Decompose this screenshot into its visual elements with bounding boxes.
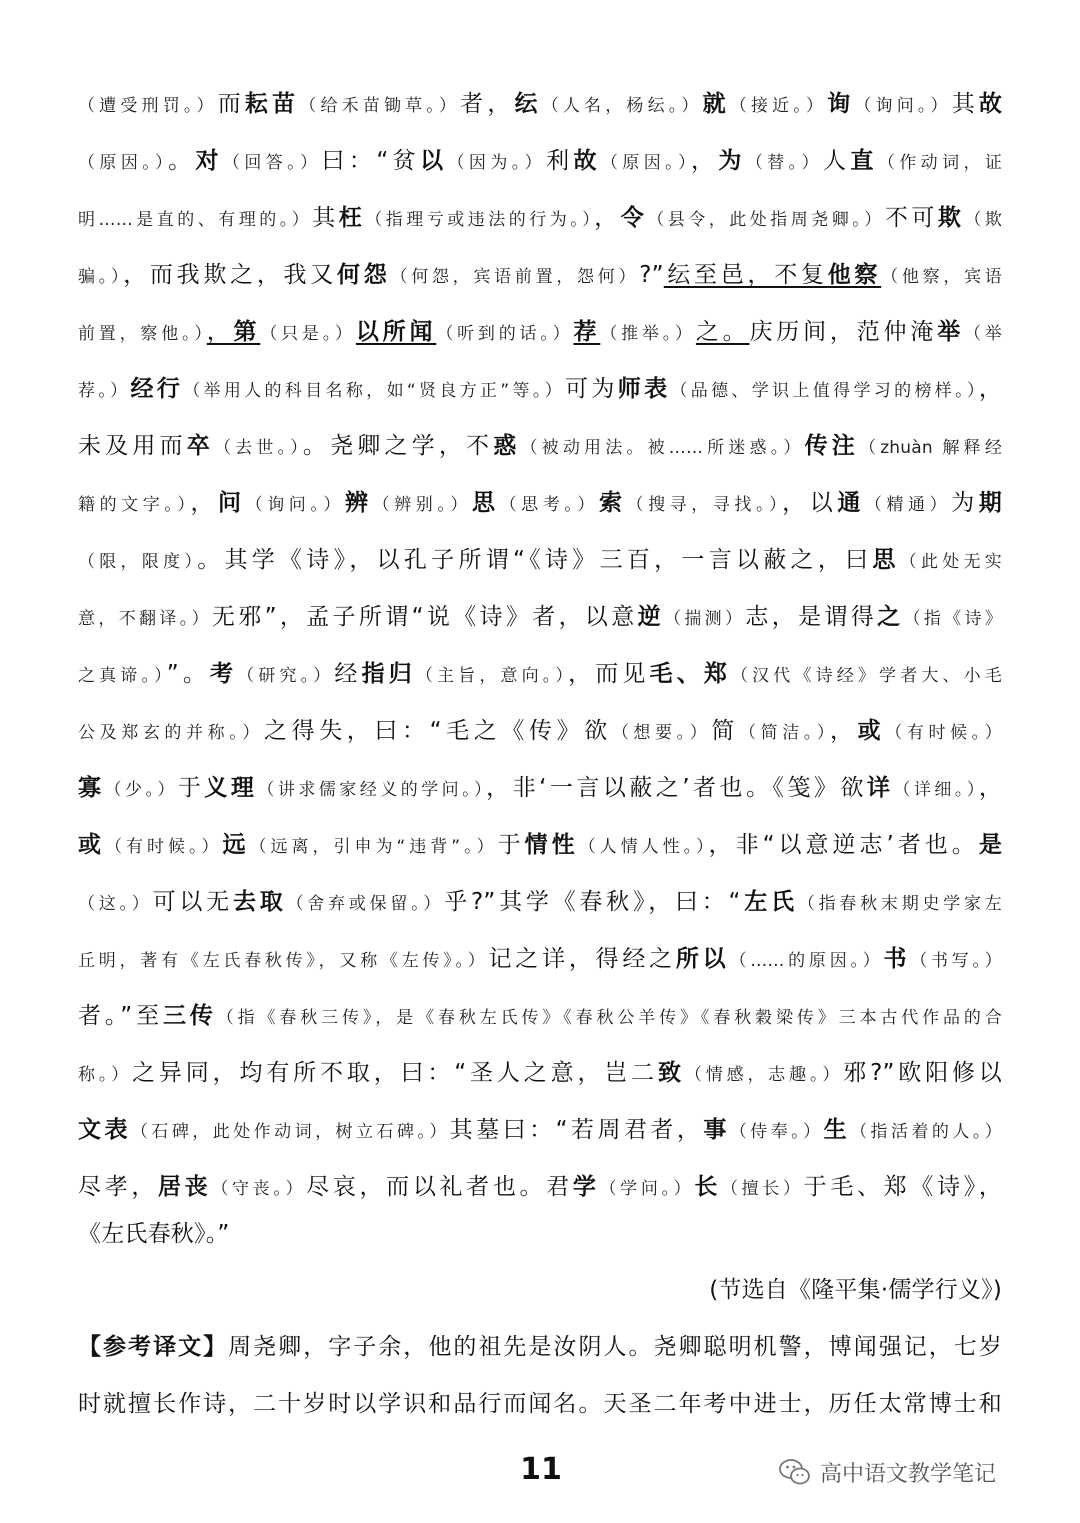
annotation: （有时候。） — [105, 837, 223, 857]
key-term: 辨 — [345, 490, 373, 516]
annotation: （这。） — [78, 894, 153, 914]
text-segment: 于毛、郑《诗》， — [803, 1174, 1002, 1200]
key-term: 致 — [658, 1060, 685, 1086]
text-segment: 之得失，曰：“毛之《传》欲 — [263, 718, 612, 744]
key-term: 【参考译文】 — [78, 1334, 229, 1360]
key-term: 期 — [978, 490, 1002, 516]
key-term: 第 — [233, 319, 261, 345]
key-term: 寡 — [78, 775, 105, 801]
text-segment: 简 — [711, 718, 739, 744]
key-term: 他察 — [827, 262, 882, 288]
annotation: （守丧。） — [211, 1179, 307, 1199]
text-segment: 于 — [177, 775, 205, 801]
text-segment: 可为 — [565, 376, 618, 402]
key-term: 令 — [620, 205, 648, 231]
annotation: （侍奉。） — [729, 1122, 824, 1142]
key-term: 生 — [823, 1117, 851, 1143]
text-line — [78, 190, 1002, 246]
text-segment: ， — [691, 148, 719, 174]
key-term: 故 — [978, 91, 1002, 117]
annotation: （给禾苗锄草。） — [299, 96, 461, 116]
annotation: （少。） — [104, 780, 178, 800]
key-term: 左氏 — [740, 889, 798, 915]
text-line — [78, 532, 1002, 588]
annotation: （听到的话。） — [436, 324, 574, 344]
text-segment: 尽孝， — [78, 1174, 158, 1200]
annotation: （因为。） — [447, 153, 547, 173]
watermark-text: 高中语文教学笔记 — [820, 1461, 997, 1487]
key-term: 事 — [703, 1117, 730, 1143]
text-segment: 而 — [217, 91, 245, 117]
annotation: （只是。） — [260, 324, 356, 344]
annotation: （主旨，意向。） — [415, 666, 569, 686]
annotation: 籍的文字。） — [78, 495, 191, 515]
annotation: （举 — [964, 324, 1002, 344]
text-line — [78, 646, 1002, 702]
key-term: 思 — [471, 490, 500, 516]
key-term: 毛、郑 — [649, 661, 731, 687]
key-term: 经行 — [130, 376, 184, 402]
text-segment: ， — [978, 775, 1002, 801]
text-line — [78, 1045, 1002, 1101]
annotation: 意，不翻译。） — [78, 609, 212, 629]
text-segment: 其 — [312, 205, 339, 231]
text-segment: 庆历间，范仲淹 — [749, 319, 938, 345]
text-segment: 利 — [546, 148, 574, 174]
text-segment: ， — [830, 718, 858, 744]
key-term: 思 — [872, 547, 900, 573]
text-segment: 。尧卿之学，不 — [302, 433, 494, 459]
key-term: 去取 — [232, 889, 287, 915]
annotation: 明……是直的、有理的。） — [78, 210, 313, 230]
text-segment: 者。”至 — [78, 1003, 163, 1029]
watermark — [778, 1454, 1058, 1490]
annotation: （石碑，此处作动词，树立石碑。） — [130, 1122, 450, 1142]
text-line — [78, 133, 1002, 189]
key-term: 之 — [877, 604, 904, 630]
page-number: 11 — [520, 1452, 562, 1487]
key-term: 欺 — [937, 205, 965, 231]
annotation: （指《春秋三传》，是《春秋左氏传》《春秋公羊传》《春秋穀梁传》三本古代作品的合 — [216, 1008, 1002, 1028]
text-segment: ，而见 — [568, 661, 650, 687]
annotation: （舍弃或保留。） — [286, 894, 445, 914]
text-line — [78, 76, 1002, 132]
text-segment: 邪?”欧阳修以 — [843, 1060, 1002, 1086]
annotation: （举用人的科目名称，如“贤良方正”等。） — [183, 381, 566, 401]
text-segment: 经 — [334, 661, 362, 687]
text-segment: 其墓曰：“若周君者， — [449, 1117, 704, 1143]
key-term: 何怨 — [337, 262, 391, 288]
annotation: 骗。） — [78, 267, 124, 287]
text-segment: 周尧卿，字子余，他的祖先是汝阴人。尧卿聪明机警，博闻强记，七岁 — [228, 1334, 1002, 1360]
key-term: 远 — [222, 832, 250, 858]
text-line — [78, 361, 1002, 417]
key-term: 卒 — [186, 433, 214, 459]
key-term: 举 — [937, 319, 964, 345]
text-line — [78, 817, 1002, 873]
text-segment: 志，是谓得 — [745, 604, 878, 630]
annotation: （回答。） — [222, 153, 322, 173]
annotation: （简洁。） — [738, 723, 831, 743]
annotation: （遭受刑罚。） — [78, 96, 218, 116]
key-term: 或 — [78, 832, 105, 858]
annotation: （zhuàn 解释经 — [859, 438, 1002, 458]
text-segment: 之异同，均有所不取，曰：“圣人之意，岂二 — [132, 1060, 659, 1086]
key-term: 三传 — [162, 1003, 217, 1029]
key-term: 询 — [827, 91, 855, 117]
key-term: 情性 — [524, 832, 579, 858]
key-term: 枉 — [338, 205, 366, 231]
text-segment: 其 — [951, 91, 979, 117]
text-line — [78, 760, 1002, 816]
translation-line — [78, 1376, 1002, 1432]
annotation: （原因。） — [78, 153, 169, 173]
key-term: 直 — [850, 148, 878, 174]
key-term: 惑 — [493, 433, 521, 459]
key-term: 详 — [866, 775, 894, 801]
annotation: （揣测） — [663, 609, 746, 629]
key-term: 学 — [572, 1174, 600, 1200]
key-term: 以 — [420, 148, 448, 174]
text-segment: ， — [594, 205, 621, 231]
text-segment: 。其学《诗》，以孔子所谓“《诗》三百，一言以蔽之，曰 — [197, 547, 873, 573]
text-segment: ，以 — [782, 490, 838, 516]
text-segment: 无邪”，孟子所谓“说《诗》者，以意 — [211, 604, 638, 630]
text-line — [78, 304, 1002, 360]
annotation: （书写。） — [910, 951, 1002, 971]
annotation: （指《诗》 — [903, 609, 1002, 629]
text-line — [78, 418, 1002, 474]
key-term: 对 — [195, 148, 223, 174]
annotation: （详细。） — [893, 780, 979, 800]
text-segment: ，非“以意逆志’者也。 — [708, 832, 979, 858]
text-segment: ， — [190, 490, 219, 516]
annotation: （汉代《诗经》学者大、小毛 — [731, 666, 1002, 686]
text-segment: 记之详，得经之 — [488, 946, 676, 972]
key-term: 指归 — [361, 661, 416, 687]
annotation: （有时候。） — [885, 723, 1002, 743]
annotation: （指春秋末期史学家左 — [797, 894, 1002, 914]
text-segment: 乎?”其学《春秋》，曰：“ — [444, 889, 741, 915]
key-term: 书 — [883, 946, 911, 972]
text-segment: 。 — [168, 148, 196, 174]
key-term: 考 — [209, 661, 238, 687]
text-segment: 为 — [951, 490, 979, 516]
annotation: （询问。） — [854, 96, 952, 116]
annotation: （搜寻，寻找。） — [626, 495, 783, 515]
annotation: 丘明，著有《左氏春秋传》，又称《左传》。） — [78, 951, 489, 971]
key-term: 文表 — [78, 1117, 131, 1143]
text-segment: ，非‘一言以蔽之’者也。《笺》欲 — [486, 775, 867, 801]
text-line — [78, 931, 1002, 987]
text-segment: 于 — [497, 832, 525, 858]
annotation: 前置，察他。） — [78, 324, 207, 344]
annotation: （指理亏或违法的行为。） — [365, 210, 595, 230]
text-segment: 纭至邑，不复 — [663, 262, 828, 288]
key-term: 长 — [694, 1174, 721, 1200]
text-line — [78, 988, 1002, 1044]
key-term: 故 — [573, 148, 601, 174]
text-segment: 尽哀，而以礼者也。君 — [306, 1174, 573, 1200]
annotation: （……的原因。） — [729, 951, 884, 971]
annotation: （讲求儒家经义的学问。） — [257, 780, 487, 800]
key-term: 就 — [702, 91, 730, 117]
text-segment: 者， — [460, 91, 515, 117]
key-term: 逆 — [637, 604, 664, 630]
annotation: （研究。） — [237, 666, 335, 686]
key-term: 所以 — [675, 946, 730, 972]
annotation: 之真谛。） — [78, 666, 167, 686]
text-segment: ， — [978, 376, 1002, 402]
text-line — [78, 1102, 1002, 1158]
text-segment: 《左氏春秋》。” — [78, 1221, 230, 1247]
key-term: 或 — [857, 718, 886, 744]
annotation: （他察，宾语 — [881, 267, 1002, 287]
text-segment: ?” — [639, 262, 664, 288]
text-segment: 人 — [823, 148, 851, 174]
key-term: 以所闻 — [355, 319, 437, 345]
text-segment: ， — [206, 319, 234, 345]
annotation: （推举。） — [600, 324, 696, 344]
key-term: 耘苗 — [244, 91, 300, 117]
annotation: （指活着的人。） — [850, 1122, 1002, 1142]
annotation: （远离，引申为“违背”。） — [249, 837, 498, 857]
text-segment: 之。 — [695, 319, 750, 345]
annotation: （去世。） — [213, 438, 303, 458]
annotation: （原因。） — [600, 153, 691, 173]
annotation: （人名，杨纭。） — [541, 96, 703, 116]
annotation: 公及郑玄的并称。） — [78, 723, 264, 743]
text-segment: 时就擅长作诗，二十岁时以学识和品行而闻名。天圣二年考中进士，历任太常博士和 — [78, 1391, 1002, 1417]
text-line — [78, 1206, 1002, 1262]
key-term: 索 — [598, 490, 627, 516]
key-term: 通 — [837, 490, 865, 516]
text-segment: ，而我欺之，我又 — [123, 262, 338, 288]
key-term: 是 — [978, 832, 1002, 858]
annotation: （学问。） — [599, 1179, 695, 1199]
annotation: （作动词，证 — [877, 153, 1002, 173]
text-segment: 不可 — [884, 205, 938, 231]
annotation: （人情人性。） — [578, 837, 709, 857]
key-term: 师表 — [617, 376, 671, 402]
text-line — [78, 475, 1002, 531]
text-segment: ”。 — [166, 661, 210, 687]
source-citation: (节选自《隆平集·儒学行义》) — [709, 1277, 1002, 1303]
annotation: （此处无实 — [899, 552, 1002, 572]
annotation: （何怨，宾语前置，怨何） — [390, 267, 640, 287]
annotation: （被动用法。被……所迷惑。） — [520, 438, 805, 458]
text-line — [78, 589, 1002, 645]
annotation: （擅长） — [721, 1179, 804, 1199]
key-term: 传注 — [804, 433, 859, 459]
text-segment: 未及用而 — [78, 433, 187, 459]
annotation: （县令，此处指周尧卿。） — [647, 210, 885, 230]
annotation: （询问。） — [245, 495, 346, 515]
annotation: 荐。） — [78, 381, 131, 401]
text-segment: 可以无 — [152, 889, 233, 915]
key-term: 纭 — [514, 91, 542, 117]
text-line — [78, 703, 1002, 759]
translation-line — [78, 1319, 1002, 1375]
text-line — [78, 874, 1002, 930]
key-term: 居丧 — [158, 1174, 212, 1200]
wechat-icon — [778, 1457, 812, 1487]
key-term: 为 — [718, 148, 746, 174]
annotation: （辨别。） — [372, 495, 472, 515]
annotation: （替。） — [745, 153, 823, 173]
annotation: （接近。） — [729, 96, 828, 116]
annotation: （想要。） — [611, 723, 712, 743]
text-segment: 曰：“贫 — [321, 148, 421, 174]
annotation: （精通） — [864, 495, 952, 515]
key-term: 荐 — [573, 319, 601, 345]
key-term: 义理 — [204, 775, 258, 801]
annotation: （情感，志趣。） — [684, 1065, 844, 1085]
key-term: 问 — [218, 490, 246, 516]
annotation: 称。） — [78, 1065, 133, 1085]
annotation: （欺 — [964, 210, 1002, 230]
annotation: （限，限度） — [78, 552, 198, 572]
text-line — [78, 247, 1002, 303]
annotation: （思考。） — [499, 495, 599, 515]
annotation: （品德、学识上值得学习的榜样。） — [670, 381, 979, 401]
